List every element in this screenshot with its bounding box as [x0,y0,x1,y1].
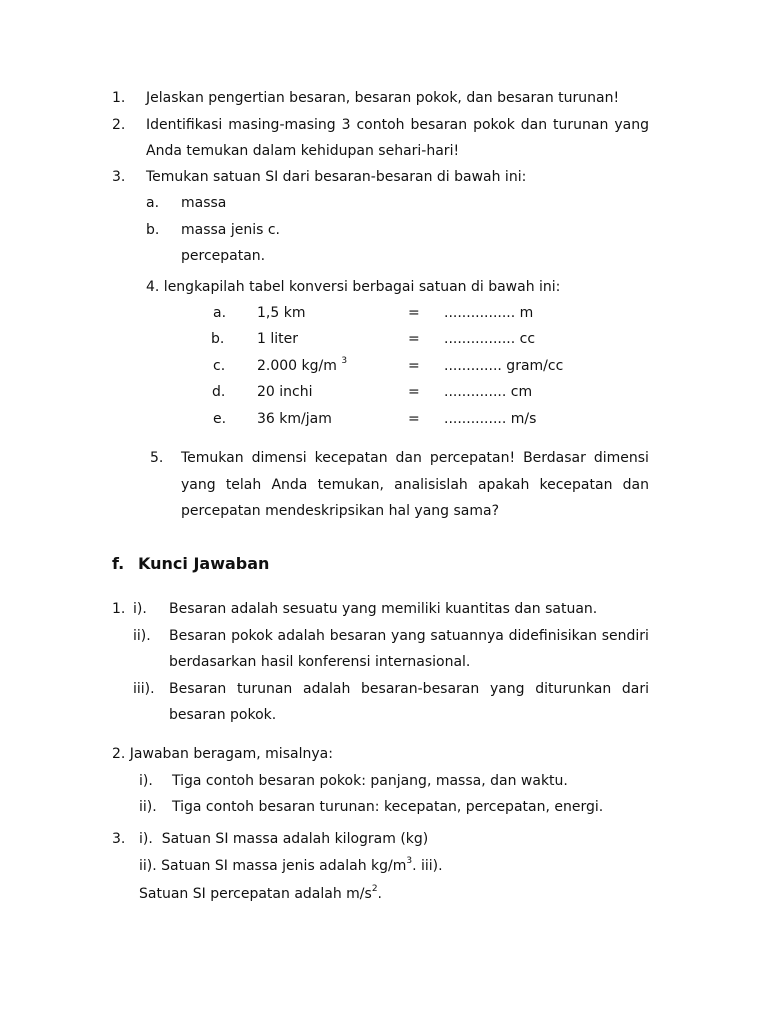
word: Besaran [169,681,227,697]
a3-ii-tail: . iii). [412,858,443,874]
q4-row-to: ............. gram/cc [444,358,564,374]
a1-ii-line-2: berdasarkan hasil konferensi internasional. [169,654,471,670]
word: 3 [341,117,351,133]
word: besaran [410,117,468,133]
word: yang [614,117,649,133]
q4-row-label: d. [212,384,226,400]
word: Berdasar [523,450,586,466]
a1-ii-label: ii). [133,628,151,644]
superscript: 2 [371,884,378,895]
section-label: f. [112,554,125,573]
a3-iii-line [139,885,382,903]
word: dimensi [251,450,307,466]
a3-number: 3. [112,831,126,847]
a1-iii-line-2: besaran pokok. [169,707,277,723]
q3-a-label: a. [146,195,160,211]
word: didefinisikan [508,628,597,644]
word: pokok [473,117,515,133]
q3-number: 3. [112,169,126,185]
word: apakah [477,477,530,493]
a1-i-label: i). [133,601,147,617]
word: contoh [356,117,405,133]
q4-row-from: 1 liter [257,331,298,347]
section-title: Kunci Jawaban [138,554,270,573]
q4-row-label: e. [213,411,227,427]
q4-row-equals: = [408,384,420,400]
a1-iii-line-1 [169,680,649,698]
word: besaran [329,628,387,644]
q4-row-label: a. [213,305,227,321]
q4-row-label: c. [213,358,226,374]
a2-i-label: i). [139,773,153,789]
word: turunan [553,117,609,133]
word: adalah [277,628,325,644]
word: Temukan [181,450,244,466]
q5-line-2 [181,476,649,494]
q3-b-label: b. [146,222,160,238]
q4-row-equals: = [408,305,420,321]
a1-ii-line-1 [169,627,649,645]
a3-iii-text: Satuan SI percepatan adalah m/s [139,886,372,902]
a2-ii-label: ii). [139,799,157,815]
word: pokok [231,628,273,644]
q2-line-1 [146,116,649,134]
word: Besaran [169,628,227,644]
word: Identifikasi [146,117,223,133]
q4-row-from: 36 km/jam [257,411,332,427]
word: yang [489,681,525,697]
q5-line-1 [181,449,649,467]
word: diturunkan [535,681,612,697]
word: kecepatan [539,477,613,493]
q3-text: Temukan satuan SI dari besaran-besaran di bawah ini: [146,169,527,185]
q4-row-to: .............. m/s [444,411,537,427]
word: temukan, [317,477,384,493]
word: masing-masing [228,117,336,133]
q5-line-3: percepatan mendeskripsikan hal yang sama? [181,503,500,519]
q3-c-text: percepatan. [181,248,266,264]
a3-iii-tail: . [377,886,382,902]
q2-number: 2. [112,117,126,133]
word: dari [621,681,649,697]
q3-b-text: massa jenis c. [181,222,280,238]
q4-row-to: ................ cc [444,331,536,347]
word: yang [391,628,426,644]
q4-row-to: ................ m [444,305,534,321]
q4-row-from: 1,5 km [257,305,306,321]
q4-row-from [257,357,347,375]
a2-i-text: Tiga contoh besaran pokok: panjang, massa, dan waktu. [172,773,568,789]
q4-row-from-text: 2.000 kg/m [257,358,337,374]
superscript: 3 [341,356,348,367]
a1-number: 1. [112,601,126,617]
q3-a-text: massa [181,195,227,211]
q4-row-equals: = [408,331,420,347]
q4-row-equals: = [408,411,420,427]
a3-ii-line [139,857,443,875]
word: satuannya [430,628,504,644]
word: analisislah [394,477,468,493]
word: percepatan! [429,450,516,466]
q1-text: Jelaskan pengertian besaran, besaran pokok, dan besaran turunan! [146,90,620,106]
word: kecepatan [314,450,388,466]
word: besaran-besaran [361,681,480,697]
q1-number: 1. [112,90,126,106]
a2-ii-text: Tiga contoh besaran turunan: kecepatan, percepatan, energi. [172,799,604,815]
word: dan [520,117,548,133]
q4-row-label: b. [211,331,225,347]
a3-i-text: i). Satuan SI massa adalah kilogram (kg) [139,831,429,847]
word: dimensi [593,450,649,466]
word: adalah [302,681,351,697]
a2-text: 2. Jawaban beragam, misalnya: [112,746,333,762]
word: yang [181,477,216,493]
word: dan [622,477,649,493]
q4-row-to: .............. cm [444,384,533,400]
q2-line-2: Anda temukan dalam kehidupan sehari-hari! [146,143,460,159]
a1-i-text: Besaran adalah sesuatu yang memiliki kuantitas dan satuan. [169,601,598,617]
a3-ii-text: ii). Satuan SI massa jenis adalah kg/m [139,858,407,874]
q5-number: 5. [150,450,164,466]
q4-row-from: 20 inchi [257,384,313,400]
word: dan [395,450,422,466]
q4-text: 4. lengkapilah tabel konversi berbagai satuan di bawah ini: [146,279,561,295]
superscript: 3 [406,856,413,867]
word: sendiri [601,628,649,644]
a1-iii-label: iii). [133,681,155,697]
q4-row-equals: = [408,358,420,374]
word: Anda [271,477,308,493]
word: telah [225,477,262,493]
word: turunan [236,681,293,697]
